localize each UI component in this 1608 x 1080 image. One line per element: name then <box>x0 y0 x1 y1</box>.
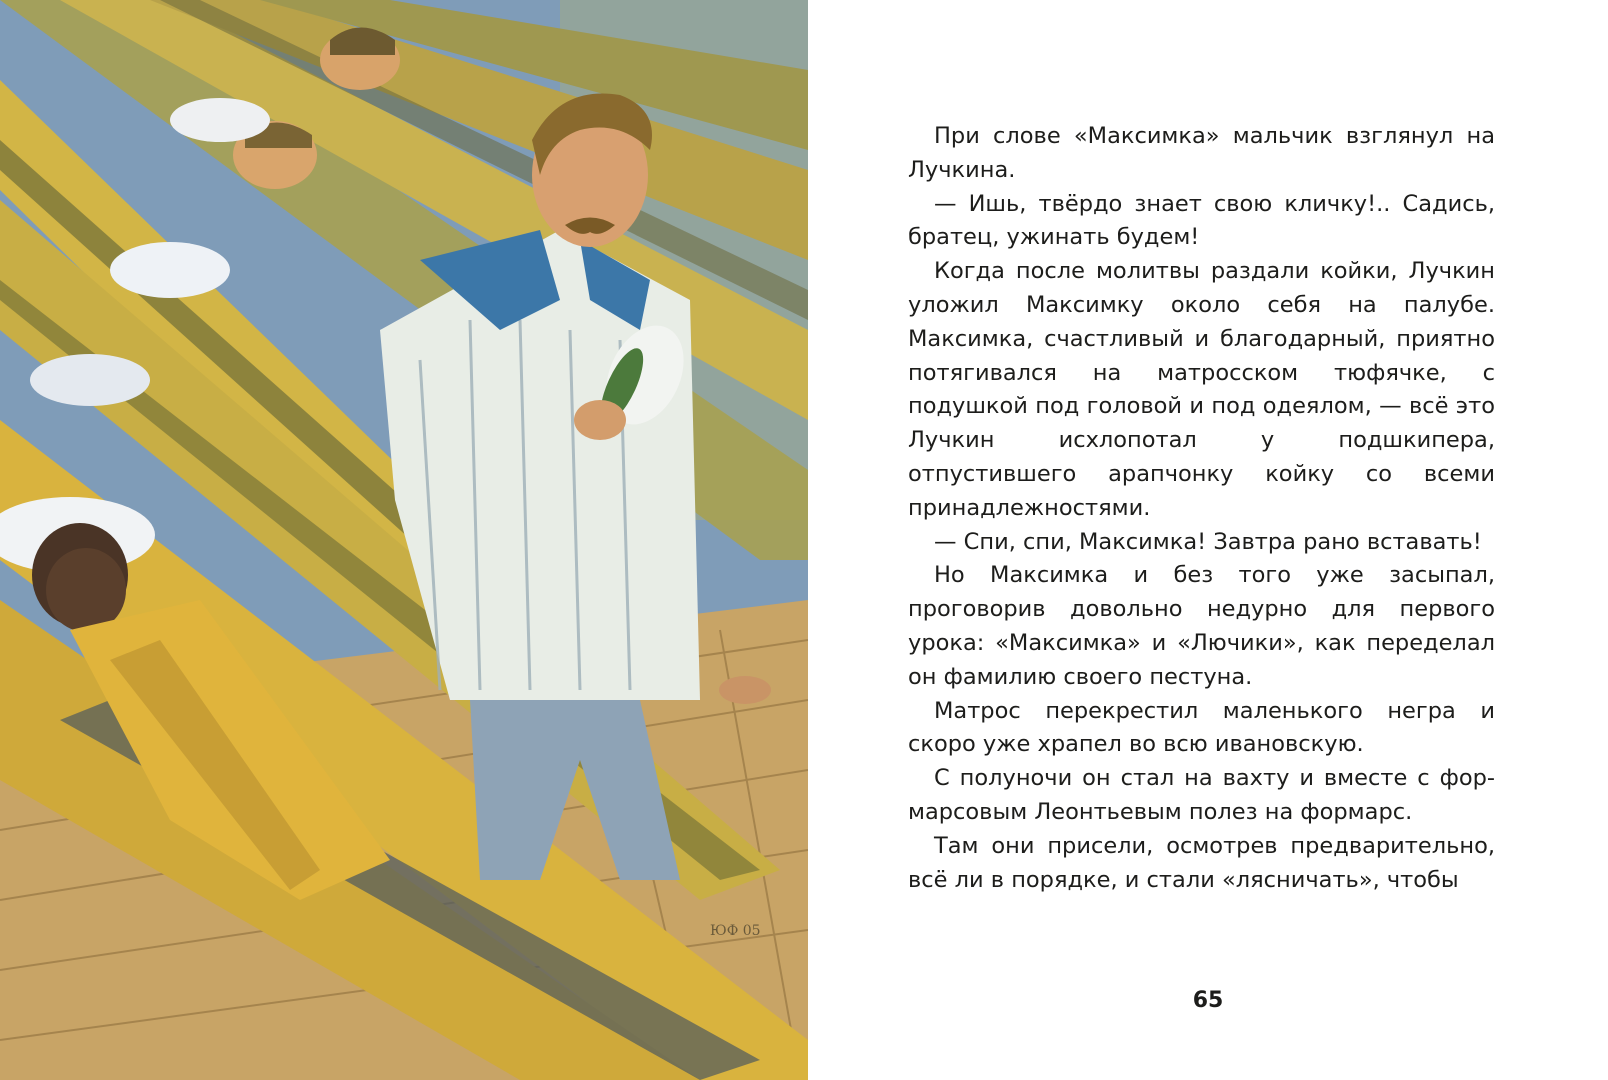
text-page <box>808 0 1608 1080</box>
paragraph-3: Когда после молитвы раздали койки, Лучкин уложил Максимку около себя на палубе. Максимка, счастливый и благодарный, приятно потягивался на матросском тюфячке, с подушкой под головой и под одеялом, — всё это Лучкин исхлопотал у подшкипера, отпустившего арапчонку койку со всеми принадлежностями. <box>908 258 1495 521</box>
artist-signature: ЮФ 05 <box>710 923 761 939</box>
story-text <box>908 120 1495 897</box>
paragraph-2: — Ишь, твёрдо знает свою кличку!.. Садись, братец, ужинать будем! <box>908 190 1495 251</box>
paragraph-1: При слове «Максимка» мальчик взглянул на Лучкина. <box>908 123 1495 183</box>
paragraph-5: Но Максимка и без того уже засыпал, проговорив довольно недурно для первого урока: «Максимка» и «Лючики», как переделал он фамилию своего пестуна. <box>908 562 1495 690</box>
page-number <box>808 988 1608 1013</box>
paragraph-7: С полуночи он стал на вахту и вместе с фор-марсовым Леонтьевым полез на формарс. <box>908 765 1495 825</box>
paragraph-6: Матрос перекрестил маленького негра и скоро уже храпел во всю ивановскую. <box>908 697 1495 758</box>
paragraph-4: — Спи, спи, Максимка! Завтра рано вставать! <box>934 528 1482 555</box>
paragraph-8: Там они присели, осмотрев предварительно, всё ли в порядке, и стали «лясничать», чтобы <box>908 832 1495 893</box>
page-number-label: 65 <box>1192 988 1224 1013</box>
